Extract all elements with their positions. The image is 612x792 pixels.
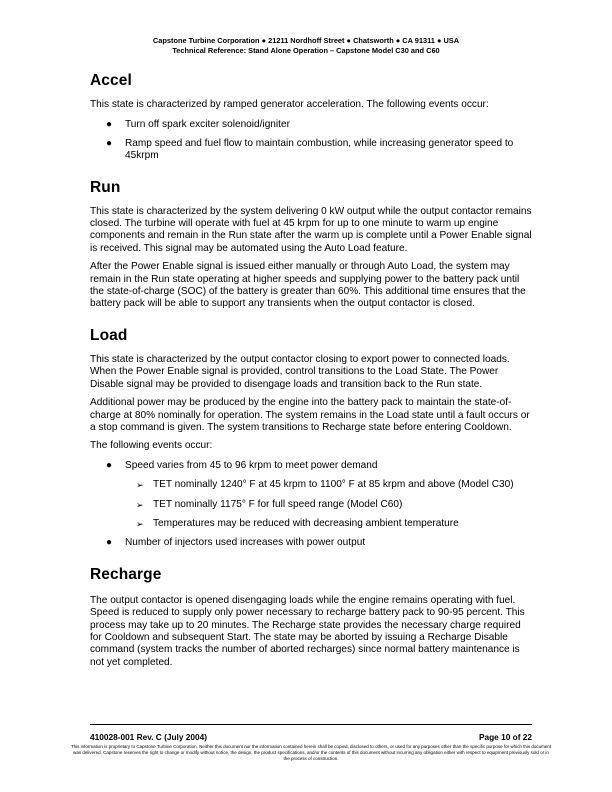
footer-page-number: Page 10 of 22 — [478, 732, 532, 742]
header-address: Capstone Turbine Corporation ● 21211 Nordhoff Street ● Chatsworth ● CA 91311 ● USA — [152, 36, 460, 45]
section-heading-load: Load — [90, 326, 128, 344]
footer-doc-id: 410028-001 Rev. C (July 2004) — [90, 732, 207, 742]
page-content — [90, 72, 532, 669]
list-item: ● Number of injectors used increases with power output — [106, 537, 366, 549]
header-doc-title: Technical Reference: Stand Alone Operation – Capstone Model C30 and C60 — [172, 45, 440, 55]
bullet-icon: ● — [106, 119, 113, 131]
list-item: ➢ Temperatures may be reduced with decreasing ambient temperature — [136, 517, 459, 529]
bullet-icon: ● — [106, 537, 113, 549]
list-item: ● Turn off spark exciter solenoid/igniter — [106, 119, 290, 131]
list-item: ➢ TET nominally 1175° F for full speed range (Model C60) — [136, 498, 403, 510]
section-heading-run: Run — [90, 178, 121, 196]
arrow-bullet-icon: ➢ — [136, 518, 144, 529]
accel-bullets — [90, 119, 532, 162]
list-item: ● Speed varies from 45 to 96 krpm to meet power demand — [106, 459, 378, 471]
load-paragraph-2: Additional power may be produced by the engine into the battery pack to maintain the state-of-charge at 80% nominally for operation. The system remains in the Load state until a fault occurs or a stop command is given. The system transitions to Recharge state before entering Cooldown. — [90, 397, 530, 433]
arrow-bullet-icon: ➢ — [136, 480, 144, 491]
page-footer — [70, 724, 552, 762]
load-sub-bullets — [90, 479, 532, 530]
bullet-icon: ● — [106, 137, 113, 149]
page-header — [0, 36, 612, 55]
arrow-bullet-icon: ➢ — [136, 499, 144, 510]
run-paragraph-1: This state is characterized by the system delivering 0 kW output while the output contactor remains closed. The turbine will operate with fuel at 45 krpm for up to one minute to warm up engine components and remain in the Run state after the warm up is complete until a Power Enable signal is received. This signal may be automated using the Auto Load feature. — [90, 205, 532, 254]
accel-intro: This state is characterized by ramped generator acceleration. The following events occur: — [90, 99, 489, 110]
run-paragraph-2: After the Power Enable signal is issued either manually or through Auto Load, the system may remain in the Run state operating at higher speeds and supplying power to the battery pack until the state-of-charge (SOC) of the battery is greater than 60%. This additional time ensures that the battery pack will be able to support any transients when the output contactor is closed. — [90, 261, 526, 310]
list-item: ● Ramp speed and fuel flow to maintain combustion, while increasing generator speed to 45krpm — [106, 137, 514, 162]
load-paragraph-3: The following events occur: — [90, 440, 213, 452]
load-paragraph-1: This state is characterized by the output contactor closing to export power to connected loads. When the Power Enable signal is provided, control transitions to the Load State. The Power Disable signal may be provided to disengage loads and transition back to the Run state. — [90, 353, 510, 390]
recharge-paragraph-1: The output contactor is opened disengaging loads while the engine remains operating with fuel. Speed is reduced to supply only power necessary to recharge battery pack to 90-95 percent. This process may take up to 20 minutes. The Recharge state provides the necessary charge required for Cooldown and subsequent Start. The state may be aborted by issuing a Recharge Disable command (system tracks the number of aborted recharges) since normal battery maintenance is not yet completed. — [90, 594, 525, 668]
load-bullets-2 — [90, 537, 532, 549]
bullet-icon: ● — [106, 459, 113, 471]
load-bullets — [90, 460, 532, 472]
section-heading-recharge: Recharge — [90, 565, 162, 583]
section-heading-accel: Accel — [90, 72, 132, 89]
footer-proprietary-notice: This information is proprietary to Capstone Turbine Corporation. Neither this document nor the information contained herein shall be copied, disclosed to others, or used for any purposes other than the specific purpose for which this document was delivered. Capstone reserves the right to change or modify without notice, the design, the product specifications, and/or the contents of this document without incurring any obligation either with respect to equipment previously sold or in the process of construction. — [70, 744, 552, 762]
list-item: ➢ TET nominally 1240° F at 45 krpm to 1100° F at 85 krpm and above (Model C30) — [136, 479, 514, 491]
